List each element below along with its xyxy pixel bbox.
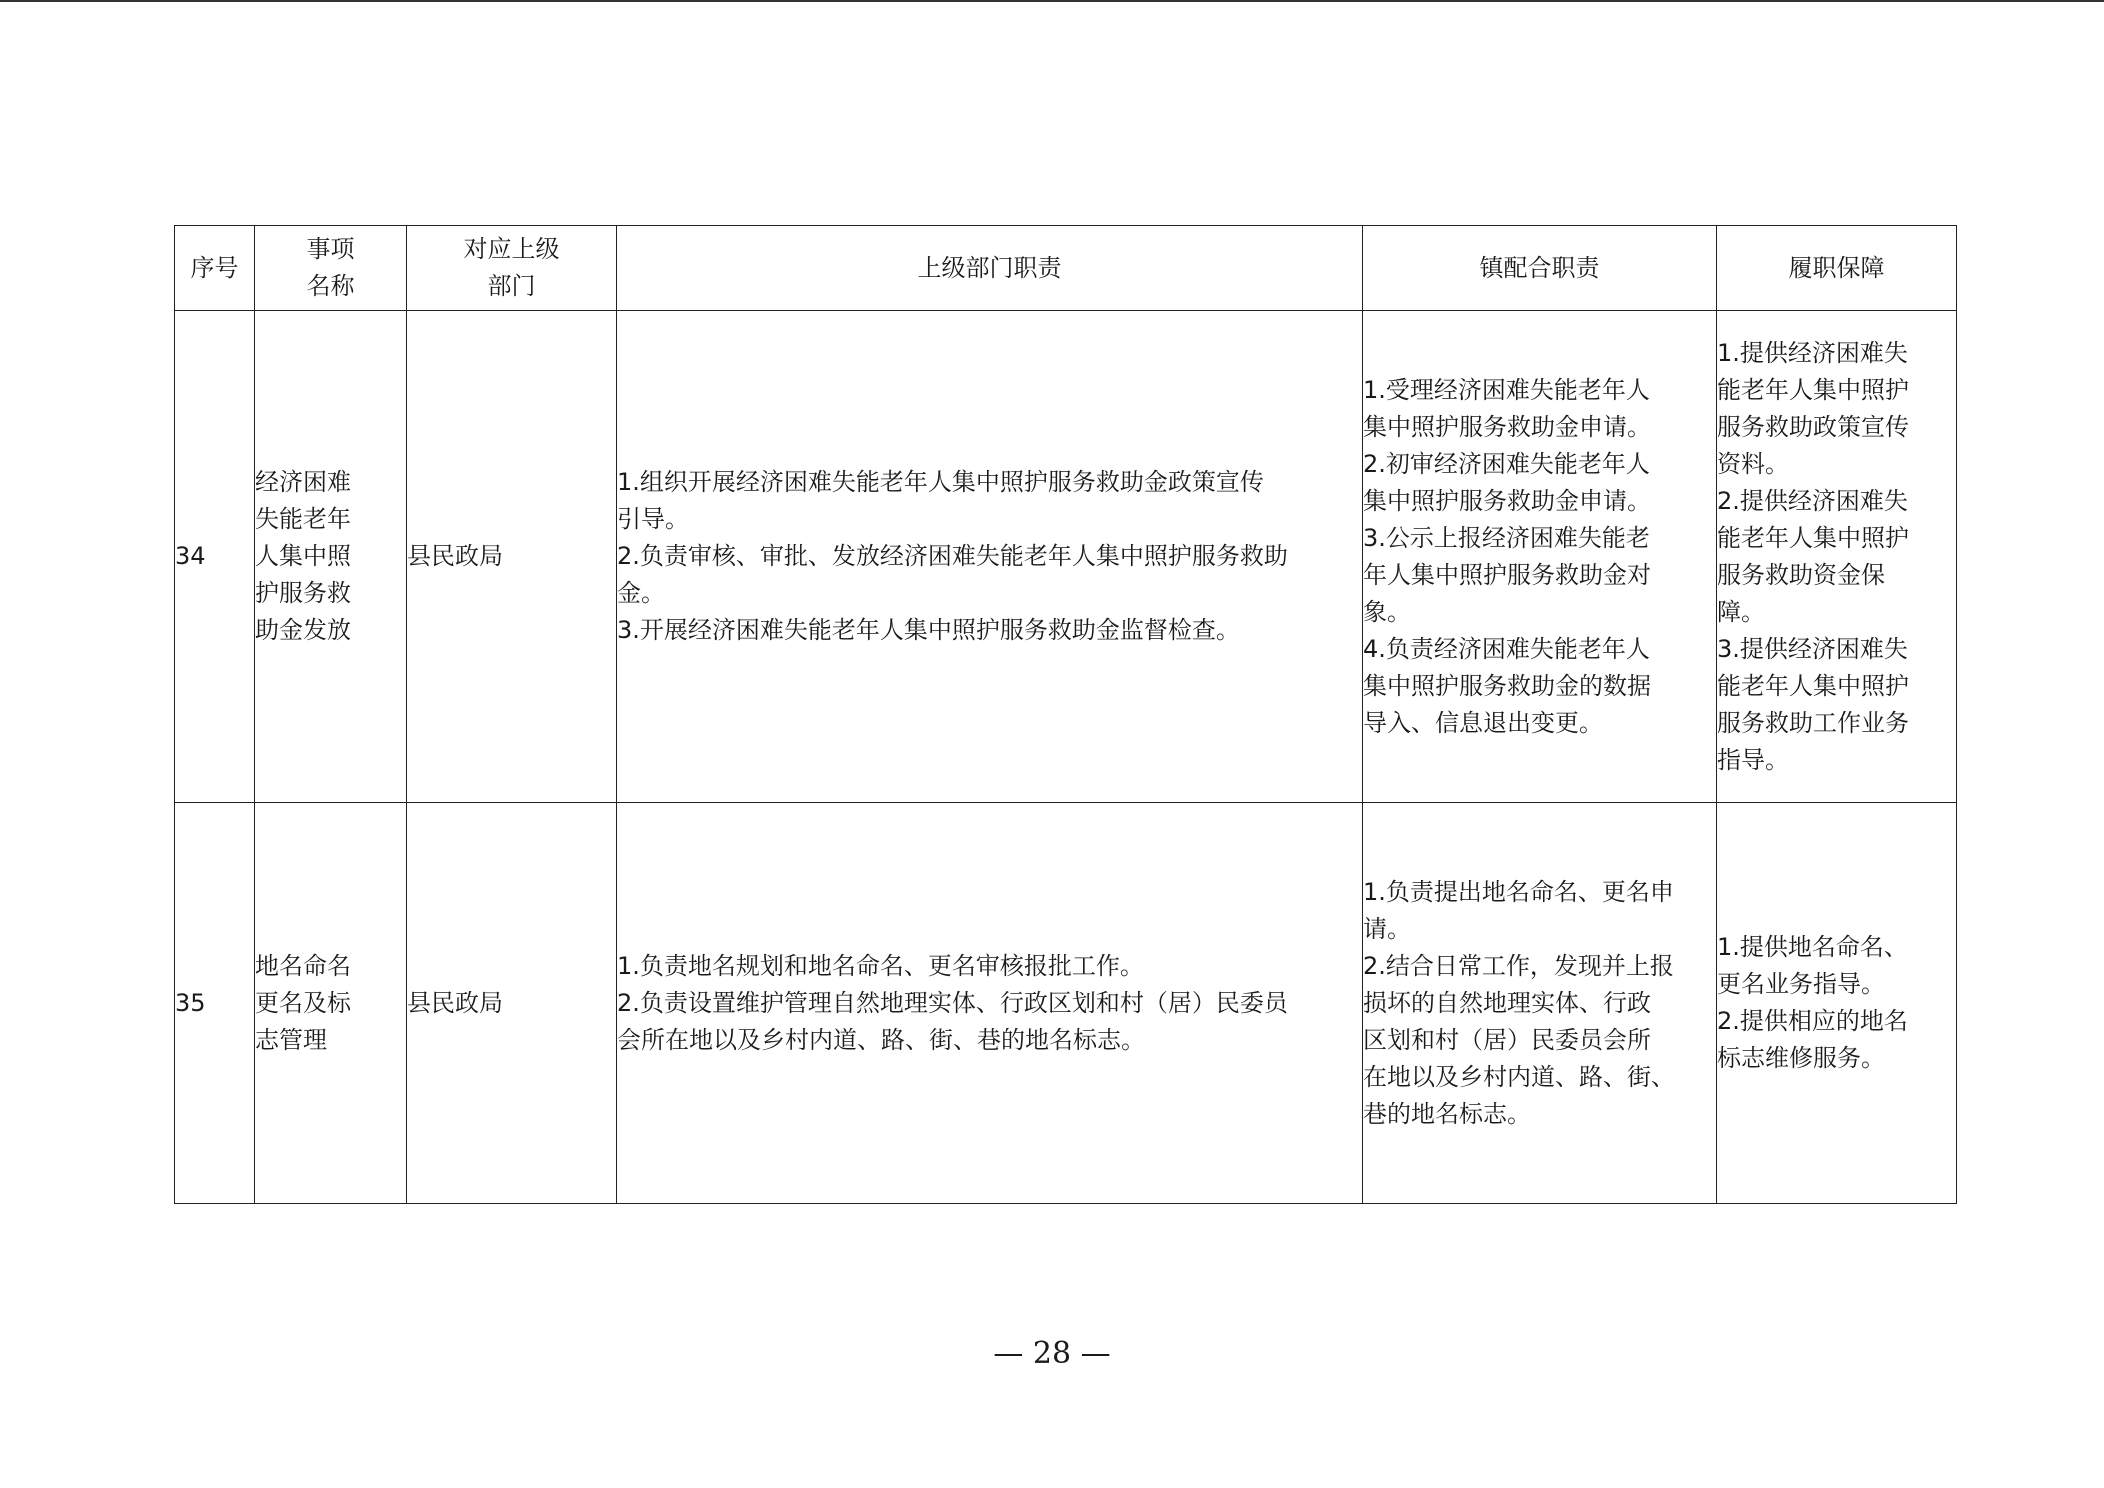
header-town-duties: [1363, 226, 1717, 311]
town-duties-line: 集中照护服务救助金申请。: [1363, 486, 1651, 515]
guarantee-line: 3.提供经济困难失: [1717, 634, 1908, 663]
guarantee-line: 能老年人集中照护: [1717, 671, 1909, 700]
guarantee-line: 服务救助政策宣传: [1717, 412, 1909, 441]
town-duties-line: 巷的地名标志。: [1363, 1099, 1531, 1128]
guarantee: [1717, 311, 1957, 803]
town-duties-line: 在地以及乡村内道、路、街、: [1363, 1062, 1675, 1091]
upper-duties-line: 2.负责审核、审批、发放经济困难失能老年人集中照护服务救助: [617, 542, 1288, 570]
town-duties: [1363, 803, 1717, 1204]
town-duties-line: 1.受理经济困难失能老年人: [1363, 375, 1650, 404]
item-name-line: 人集中照: [255, 542, 351, 570]
town-duties-line: 4.负责经济困难失能老年人: [1363, 634, 1650, 663]
town-duties-line: 集中照护服务救助金的数据: [1363, 671, 1651, 700]
item-name-line: 经济困难: [255, 468, 351, 496]
item-name: [255, 311, 407, 803]
guarantee-line: 标志维修服务。: [1717, 1044, 1885, 1072]
header-no: [175, 226, 255, 311]
table-row: [175, 803, 1957, 1204]
header-no-text: 序号: [190, 253, 239, 282]
upper-duties-line: 2.负责设置维护管理自然地理实体、行政区划和村（居）民委员: [617, 988, 1288, 1017]
town-duties-line: 象。: [1363, 597, 1411, 626]
guarantee-line: 服务救助工作业务: [1717, 708, 1909, 737]
header-item-name-line-2: 名称: [306, 272, 355, 300]
town-duties-line: 3.公示上报经济困难失能老: [1363, 523, 1650, 552]
guarantee-line: 资料。: [1717, 449, 1789, 478]
header-guarantee: [1717, 226, 1957, 311]
guarantee-line: 指导。: [1717, 745, 1789, 774]
header-guarantee-text: 履职保障: [1788, 253, 1885, 282]
item-name-line: 护服务救: [255, 579, 351, 607]
page-top-border: [0, 0, 2104, 2]
header-upper-department-line-1: 对应上级: [463, 235, 560, 263]
row-number: 35: [175, 803, 255, 1204]
guarantee-line: 2.提供相应的地名: [1717, 1007, 1908, 1035]
guarantee-line: 障。: [1717, 597, 1765, 626]
town-duties-line: 1.负责提出地名命名、更名申: [1363, 877, 1674, 906]
guarantee-line: 1.提供地名命名、: [1717, 933, 1908, 961]
item-name-line: 地名命名: [255, 951, 351, 980]
header-upper-department-line-2: 部门: [487, 272, 536, 300]
upper-duties-line: 会所在地以及乡村内道、路、街、巷的地名标志。: [617, 1025, 1145, 1054]
guarantee-line: 2.提供经济困难失: [1717, 486, 1908, 515]
item-name-line: 失能老年: [255, 505, 351, 533]
town-duties-line: 2.初审经济困难失能老年人: [1363, 449, 1650, 478]
town-duties-line: 集中照护服务救助金申请。: [1363, 412, 1651, 441]
guarantee-line: 更名业务指导。: [1717, 970, 1885, 998]
town-duties-line: 区划和村（居）民委员会所: [1363, 1025, 1651, 1054]
item-name: [255, 803, 407, 1204]
town-duties-line: 导入、信息退出变更。: [1363, 708, 1603, 737]
town-duties-line: 损坏的自然地理实体、行政: [1363, 988, 1651, 1017]
page-number: — 28 —: [993, 1336, 1111, 1371]
upper-department: 县民政局: [407, 311, 617, 803]
item-name-line: 志管理: [255, 1025, 327, 1054]
town-duties-line: 年人集中照护服务救助金对: [1363, 560, 1651, 589]
duty-table: [174, 225, 1957, 1204]
upper-duties-line: 1.负责地名规划和地名命名、更名审核报批工作。: [617, 951, 1144, 980]
header-upper-duties: [617, 226, 1363, 311]
header-item-name: [255, 226, 407, 311]
guarantee-line: 1.提供经济困难失: [1717, 338, 1908, 367]
town-duties-line: 2.结合日常工作，发现并上报: [1363, 951, 1674, 980]
upper-duties: [617, 803, 1363, 1204]
item-name-line: 助金发放: [255, 616, 351, 644]
upper-duties-line: 3.开展经济困难失能老年人集中照护服务救助金监督检查。: [617, 616, 1240, 644]
item-name-line: 更名及标: [255, 988, 351, 1017]
town-duties: [1363, 311, 1717, 803]
table-row: [175, 311, 1957, 803]
header-item-name-line-1: 事项: [306, 235, 355, 263]
guarantee-line: 能老年人集中照护: [1717, 375, 1909, 404]
guarantee: [1717, 803, 1957, 1204]
header-upper-department: [407, 226, 617, 311]
upper-department: 县民政局: [407, 803, 617, 1204]
header-town-duties-text: 镇配合职责: [1479, 253, 1600, 282]
header-row: [175, 226, 1957, 311]
guarantee-line: 服务救助资金保: [1717, 560, 1885, 589]
upper-duties-line: 引导。: [617, 505, 689, 533]
upper-duties-line: 金。: [617, 579, 665, 607]
upper-duties: [617, 311, 1363, 803]
upper-duties-line: 1.组织开展经济困难失能老年人集中照护服务救助金政策宣传: [617, 468, 1264, 496]
town-duties-line: 请。: [1363, 914, 1411, 943]
guarantee-line: 能老年人集中照护: [1717, 523, 1909, 552]
row-number: 34: [175, 311, 255, 803]
header-upper-duties-text: 上级部门职责: [917, 253, 1062, 282]
